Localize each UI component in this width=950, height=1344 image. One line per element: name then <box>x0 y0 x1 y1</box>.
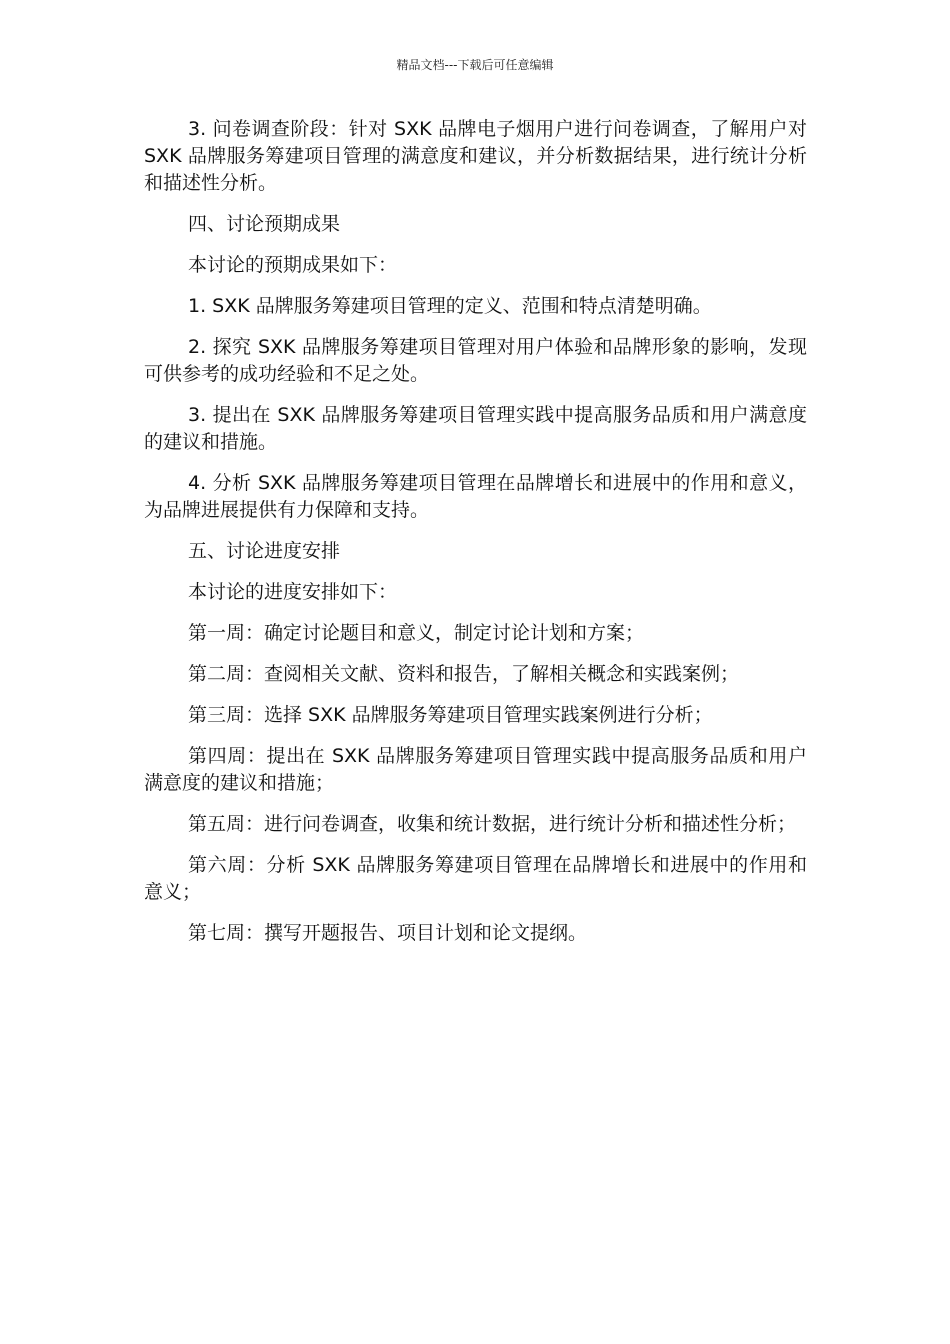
schedule-week-7: 第七周：撰写开题报告、项目计划和论文提纲。 <box>188 922 588 944</box>
list-item-result-4: 4. 分析 SXK 品牌服务筹建项目管理在品牌增长和进展中的作用和意义，为品牌进展提供有力保障和支持。 <box>144 472 807 521</box>
document-body <box>144 116 807 961</box>
list-item-result-1: 1. SXK 品牌服务筹建项目管理的定义、范围和特点清楚明确。 <box>188 295 712 317</box>
page-header: 精品文档---下载后可任意编辑 <box>396 58 554 72</box>
list-item-result-3: 3. 提出在 SXK 品牌服务筹建项目管理实践中提高服务品质和用户满意度的建议和措施。 <box>144 404 807 453</box>
schedule-week-3: 第三周：选择 SXK 品牌服务筹建项目管理实践案例进行分析； <box>188 704 713 726</box>
list-item-result-2: 2. 探究 SXK 品牌服务筹建项目管理对用户体验和品牌形象的影响，发现可供参考的成功经验和不足之处。 <box>144 336 807 385</box>
schedule-week-6: 第六周：分析 SXK 品牌服务筹建项目管理在品牌增长和进展中的作用和意义； <box>144 854 807 903</box>
schedule-week-5: 第五周：进行问卷调查，收集和统计数据，进行统计分析和描述性分析； <box>188 813 797 835</box>
section-heading-schedule: 五、讨论进度安排 <box>188 540 341 562</box>
paragraph-results-intro: 本讨论的预期成果如下： <box>188 254 398 276</box>
schedule-week-4: 第四周：提出在 SXK 品牌服务筹建项目管理实践中提高服务品质和用户满意度的建议和措施； <box>144 745 807 794</box>
paragraph-survey-stage: 3. 问卷调查阶段：针对 SXK 品牌电子烟用户进行问卷调查，了解用户对 SXK 品牌服务筹建项目管理的满意度和建议，并分析数据结果，进行统计分析和描述性分析。 <box>144 118 807 194</box>
schedule-week-2: 第二周：查阅相关文献、资料和报告，了解相关概念和实践案例； <box>188 663 740 685</box>
schedule-week-1: 第一周：确定讨论题目和意义，制定讨论计划和方案； <box>188 622 645 644</box>
paragraph-schedule-intro: 本讨论的进度安排如下： <box>188 581 398 603</box>
section-heading-expected-results: 四、讨论预期成果 <box>188 213 341 235</box>
